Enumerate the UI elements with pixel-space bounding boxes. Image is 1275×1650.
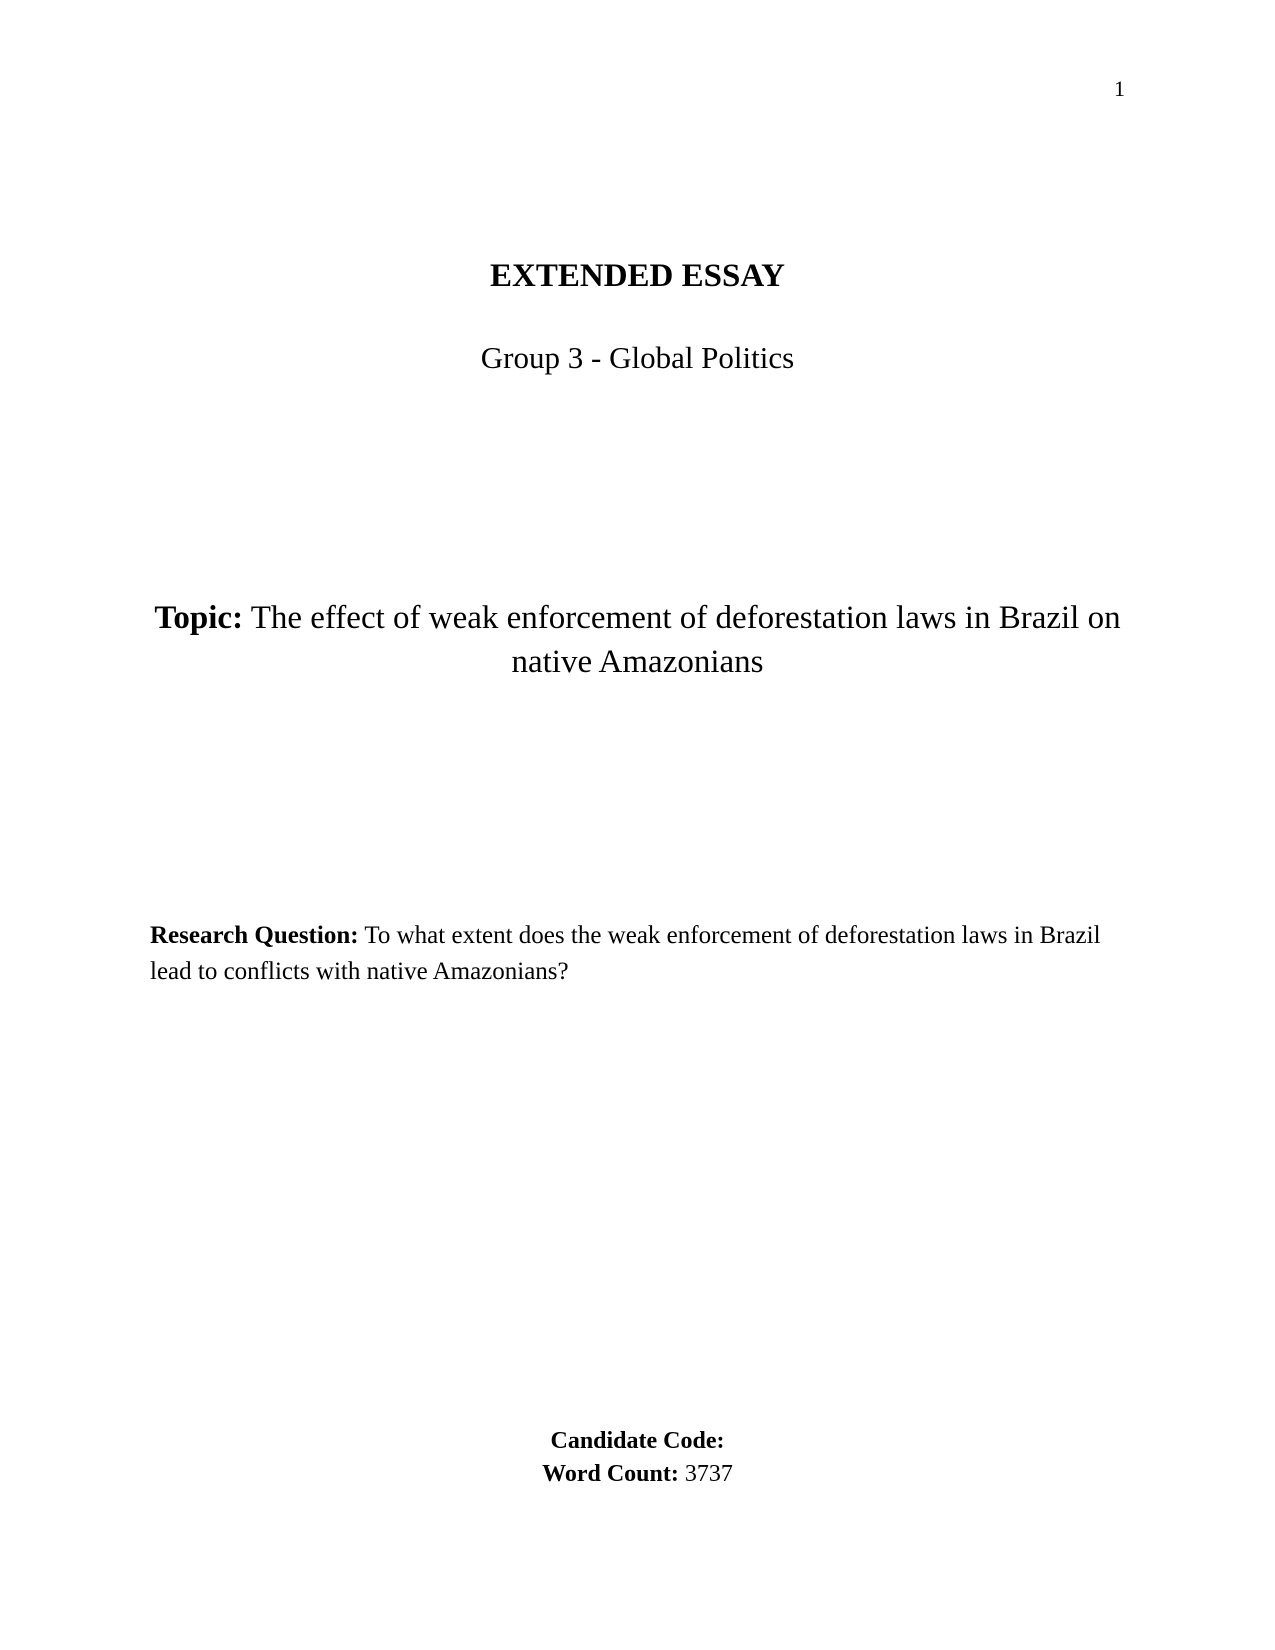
cover-footer [0, 1425, 1275, 1491]
topic-text: The effect of weak enforcement of deforestation laws in Brazil on native Amazonians [243, 600, 1121, 680]
research-question-text: To what extent does the weak enforcement of deforestation laws in Brazil lead to conflicts with native Amazonians? [150, 922, 1101, 985]
research-question-label: Research Question: [150, 922, 359, 949]
word-count-label: Word Count: [542, 1461, 679, 1487]
candidate-code-line [0, 1425, 1275, 1458]
word-count-line [0, 1458, 1275, 1491]
topic-block [150, 596, 1125, 684]
topic-label: Topic: [154, 600, 244, 636]
research-question-block [150, 918, 1125, 990]
page-number: 1 [1114, 76, 1125, 101]
candidate-code-label: Candidate Code: [550, 1428, 725, 1454]
word-count-value: 3737 [678, 1461, 733, 1487]
document-subtitle: Group 3 - Global Politics [480, 340, 795, 375]
document-title: EXTENDED ESSAY [490, 258, 785, 294]
